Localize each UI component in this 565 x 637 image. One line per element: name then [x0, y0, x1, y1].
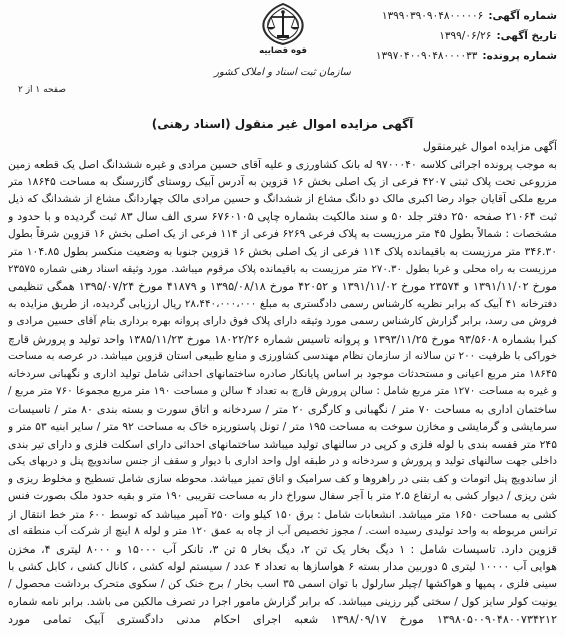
body-line: به موجب پرونده اجرائی کلاسه ۹۷۰۰۰۴۰ له بانک کشاورزی و علیه آقای حسین مرادی و غیره ششدانگ اصل یک قطعه زمین [8, 157, 557, 171]
body-line: کشی به مساحت ۱۶۵۰ متر میباشد. انشعابات شامل : برق ۱۵۰ کیلو وات ۲۵۰ آمپر میباشد که توسط ۶۰۰ متر خط انتقال از [8, 507, 557, 521]
body-line: خوراکی با ظرفیت ۲۰۰ تن سالانه از سازمان نظام مهندسی کشاورزی و منابع طبیعی استان قزوین میباشد. در عرصه به مساحت [8, 350, 557, 362]
body-line: قزوین دارد. تاسیسات شامل : ۱ دیگ بخار یک تن ۲، دیگ بخار ۵ تن ۳، تانکر آب ۱۵۰۰۰ و ۸۰۰۰ لیتری ۴، مخزن [8, 542, 557, 556]
body-line: مربع ملکی آقایان جواد رضا اکبری مالک دو دانگ مشاع از ششدانگ و حسین مرادی مالک چهاردانگ مشاع از ششدانگ که ذیل [8, 192, 557, 205]
body-line: هوایی آب ۱۰۰۰۰ لیتری ۵ دوربین مدار بسته ۶ هواسازها به تعداد ۴ عدد / سیستم لوله کشی ، کانال کشی ، کابل کشی با [8, 560, 557, 573]
body-line: مورخ ۱۳۹۱/۱۱/۰۲ و ۲۳۵۷۴ مورخ ۱۳۹۱/۱۱/۰۲ و ۴۲۰۵۲ مورخ ۱۳۹۵/۰۸/۱۸ و ۴۱۸۷۹ مورخ ۱۳۹۵/۰۷/۲۴ همگی تنظیمی [8, 280, 557, 293]
body-line: مرزیست به راه محلی و غربا بطول ۲۷۰.۳۰ متر مرزیست به باقیمانده پلاک مرقوم میباشد. مورد وثیقه اسناد رهنی شماره ۲۳۵۷۵ [8, 263, 557, 275]
notice-date-label: تاریخ آگهی: [496, 30, 557, 42]
notice-body [8, 138, 557, 628]
body-line: سرمایشی و گرمایشی و مخازن سوخت به مساحت ۱۹۵ متر / تونل پاستوریزه خاک به مساحت ۹۲ متر / سایر ابنیه ۵۳ متر و [8, 420, 557, 433]
body-line: ۳۴۶.۳۰ متر مرزیست به باقیمانده پلاک ۱۱۴ فرعی از یک اصلی بخش ۱۶ قزوین جنوبا به وضعیت منکسر بطول ۱۰۴.۸۵ متر [8, 245, 557, 258]
page-indicator: صفحه ۱ از ۲ [18, 85, 66, 95]
body-line: ۲۴۵ متر قفسه بندی با لوله فلزی و کرپی در سالنهای تولید میباشد ساختمانهای احداثی دارای اسکلت فلزی و دارای تیر بندی [8, 437, 557, 451]
notice-number: ۱۳۹۹۰۳۹۰۹۰۴۸۰۰۰۰۰۶ [381, 10, 484, 22]
notice-number-label: شماره آگهی: [488, 10, 557, 22]
judiciary-label: قوه قضاییه [259, 46, 307, 56]
case-number-row [376, 46, 557, 66]
notice-date-row [376, 26, 557, 46]
body-line: و غیره به مساحت ۱۲۷۰ متر مربع شامل : سالن پرورش قارچ به تعداد ۴ سالن و مساحت ۱۹۰ متر مربع مجموعا ۷۶۰ متر مربع / [8, 385, 557, 397]
case-number-label: شماره پرونده: [482, 50, 557, 62]
body-line: از ساندویچ پنل اتومات و کف بتنی در راهروها و کف سرامیک و اتاق تمیز میباشد. محوطه سازی شامل تسطیح و مخلوط ریزی و [8, 472, 557, 485]
organization-name: سازمان ثبت اسناد و املاک کشور [214, 67, 351, 78]
body-line: مشخصات : شمالاً بطول ۴۵ متر مرزیست به پلاک فرعی ۶۲۶۹ فرعی از ۱۱۴ فرعی از یک اصلی بخش ۱۶ قزوین شرقاً بطول [8, 227, 557, 240]
notice-number-row [376, 6, 557, 26]
body-line: مزروعی تحت پلاک ثبتی ۴۲۰۷ فرعی از یک اصلی بخش ۱۶ قزوین به آدرس آبیک روستای گازرسنگ به مساحت ۱۸۶۴۵ متر [8, 175, 557, 188]
body-line: کبرا بشماره ۹۳/۵۶۰۸ مورخ ۱۳۹۳/۱۱/۲۵ و پروانه تاسیس شماره ۱۸۰۲۲/۲۶ مورخ ۱۳۸۵/۱۱/۲۳ واحد تولید و پرورش قارچ [8, 332, 557, 346]
body-line: ساختمان اداری به مساحت ۷۰ متر / نگهبانی و کارگری ۲۰ متر / سردخانه و اتاق سورت و بسته بندی ۸۰ متر / تاسیسات [8, 402, 557, 416]
notice-title: آگهی مزایده اموال غیر منقول (اسناد رهنی) [151, 117, 414, 131]
body-line: ۱۳۹۸۰۵۰۰۹۰۴۸۰۰۷۳۴۲۱۲ مورخ ۱۳۹۸/۰۹/۱۷ شعبه اجرای احکام مدنی دادگستری آبیک تمامی مورد [8, 612, 557, 626]
body-line: شن ریزی / دیوار کشی به ارتفاع ۲.۵ متر با آجر سفال سوراخ دار به مساحت تقریبی ۱۹۰ متر و بقیه حدود ملک بصورت فنس [8, 490, 557, 502]
notice-date: ۱۳۹۹/۰۶/۲۶ [439, 30, 492, 42]
body-line: دفترخانه ۴۱ آبیک که برابر نظریه کارشناس رسمی دادگستری به مبلغ ۲۸،۴۴۰،۰۰۰،۰۰۰ ریال ارزیابی گردیده، از طریق مزایده به [8, 297, 557, 310]
case-number: ۱۳۹۷۰۴۰۰۹۰۴۸۰۰۰۰۳۳ [375, 50, 478, 62]
body-line: فروش می رسد، برابر گزارش کارشناس رسمی مورد وثیقه دارای پلاک فوق دارای پروانه بهره برداری بنام آقای حسین مرادی و [8, 315, 557, 327]
judiciary-emblem-icon [258, 2, 308, 46]
body-heading: آگهی مزایده اموال غیرمنقول [422, 140, 557, 153]
body-line: سینی فلزی ، پمپها و هواکشها /چیلر سارلول با توان اسمی ۳۵ اسب بخار / برج خنک کن / سکوی متحرک برداشت محصول / [8, 577, 557, 590]
notice-meta [376, 6, 557, 66]
body-line: ترانس مربوطه به واحد تولیدی رسیده است. / مجوز تخصیص آب از چاه به عمق ۱۲۰ متر و لوله ۸ اینچ از شرکت آب منطقه ای [8, 525, 557, 537]
body-line: ثبت ۲۱۰۶۴ صفحه ۲۵۰ دفتر جلد ۵۰ و سند مالکیت بشماره چاپی ۶۷۶۰۱۰۵ سری الف سال ۸۳ ثبت گردیده و با حدود و [8, 210, 557, 223]
body-line: داخلی جهت سالنهای تولید و پرورش و سردخانه و در طبقه اول واحد اداری با دیوار و سقف از جنس ساندویچ پنل و دربهای یکی [8, 455, 557, 467]
body-line: ۱۸۶۴۵ متر مربع اعیانی و مستحدثات موجود بر اساس پایانکار صادره ساختمانهای احداثی شامل تولید اداری و نگهبانی سردخانه [8, 367, 557, 380]
body-line: یونیت کولر سایز کول / سختی گیر رزینی میباشد. که برابر گزارش مامور اجرا در تصرف مالکین می باشد. برابر نامه شماره [8, 595, 557, 608]
emblem [250, 2, 316, 57]
